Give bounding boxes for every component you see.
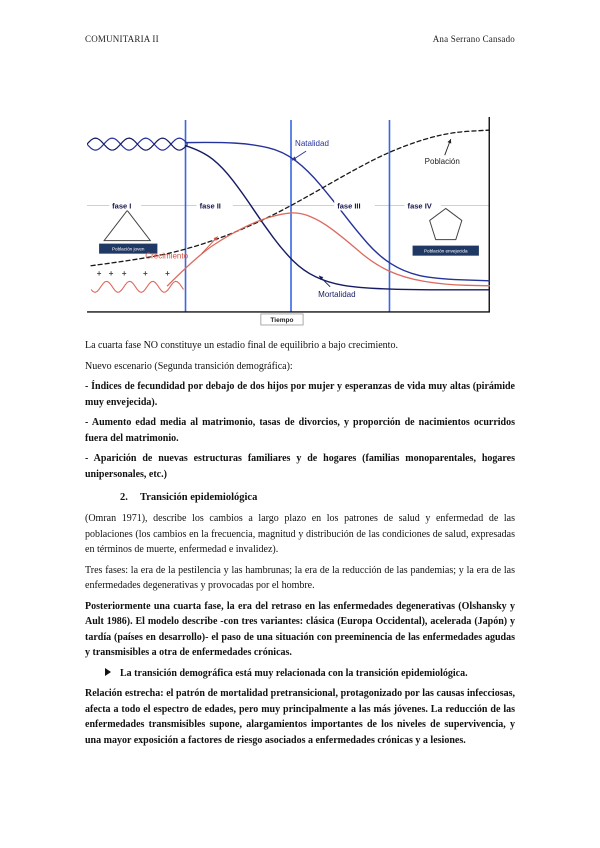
poblacion-label: Población bbox=[424, 157, 460, 167]
piramide-joven-shape bbox=[104, 210, 150, 240]
plus-mark: + bbox=[165, 268, 170, 278]
section-heading-transicion-epidemiologica bbox=[120, 492, 515, 503]
paragraph-cuarta-fase: La cuarta fase NO constituye un estadio final de equilibrio a bajo crecimiento. bbox=[85, 340, 398, 351]
paragraph-nuevo-escenario: Nuevo escenario (Segunda transición demográfica): bbox=[85, 360, 293, 372]
wave-mortalidad-fase1 bbox=[87, 138, 187, 150]
piramide-envejecida-label: Población envejecida bbox=[423, 248, 468, 254]
arrow-bullet-relacion bbox=[85, 666, 515, 682]
bullet-edad-matrimonio: - Aumento edad media al matrimonio, tasas de divorcios, y proporción de nacimientos ocurridos fuera del matrimonio. bbox=[85, 417, 515, 444]
plus-mark: + bbox=[108, 268, 114, 278]
natalidad-label: Natalidad bbox=[295, 139, 329, 149]
demographic-transition-figure bbox=[87, 115, 515, 326]
section-title: Transición epidemiológica bbox=[140, 492, 258, 503]
arrow-bullet-text: La transición demográfica está muy relacionada con la transición epidemiológica. bbox=[120, 667, 468, 679]
bullet-indices-fecundidad: - Índices de fecundidad por debajo de dos hijos por mujer y esperanzas de vida muy altas (pirámide muy envejecida). bbox=[85, 381, 515, 408]
header-course-title: COMUNITARIA II bbox=[85, 34, 159, 44]
plus-mark: + bbox=[121, 268, 127, 278]
crecimiento-label: Crecimiento bbox=[145, 251, 189, 261]
arrow-bullet-icon bbox=[105, 668, 111, 676]
demographic-transition-chart bbox=[87, 115, 490, 326]
paragraph-omran: (Omran 1971), describe los cambios a largo plazo en los patrones de salud y enfermedad de las poblaciones (los cambios en la frecuencia, magnitud y distribución de las condiciones de salud, expresadas en términos de muerte, enfermedad e invalidez). bbox=[85, 513, 515, 555]
plus-mark: + bbox=[96, 268, 102, 278]
piramide-joven-label: Población joven bbox=[111, 246, 145, 252]
piramide-envejecida-shape bbox=[430, 208, 462, 239]
paragraph-relacion-estrecha: Relación estrecha: el patrón de mortalidad pretransicional, protagonizado por las causas infecciosas, afecta a todo el espectro de edades, pero muy principalmente a las más jóvenes. La reducción de las enfermedades transmisibles supone, alargamientos importantes de los niveles de supervivencia, y una mayor exposición a factores de riesgo asociados a enfermedades crónicas y a lesiones. bbox=[85, 688, 515, 746]
plus-mark: + bbox=[142, 268, 148, 278]
phase-label-2: fase II bbox=[199, 201, 221, 211]
phase-label-1: fase I bbox=[112, 201, 132, 211]
phase-label-4: fase IV bbox=[407, 201, 432, 211]
phase-label-3: fase III bbox=[337, 201, 361, 211]
section-number: 2. bbox=[120, 492, 128, 503]
document-header bbox=[85, 34, 515, 45]
header-author: Ana Serrano Cansado bbox=[432, 34, 515, 44]
bullet-estructuras-familiares: - Aparición de nuevas estructuras familiares y de hogares (familias monoparentales, hogares unipersonales, etc.) bbox=[85, 453, 515, 480]
curve-mortalidad bbox=[186, 146, 490, 290]
paragraph-cuarta-fase-olshansky: Posteriormente una cuarta fase, la era del retraso en las enfermedades degenerativas (Olshansky y Ault 1986). El modelo describe -con tres variantes: clásica (Europa Occidental), acelerada (Japón) y tardía (países en desarrollo)- el paso de una situación con preeminencia de las enfermedades agudas y transmisibles a otra de enfermedades crónicas. bbox=[85, 600, 515, 658]
mortalidad-label: Mortalidad bbox=[318, 289, 356, 299]
paragraph-tres-fases: Tres fases: la era de la pestilencia y las hambrunas; la era de la reducción de las pandemias; y la era de las enfermedades degenerativas y provocadas por el hombre. bbox=[85, 564, 515, 591]
x-axis-label: Tiempo bbox=[270, 316, 294, 324]
